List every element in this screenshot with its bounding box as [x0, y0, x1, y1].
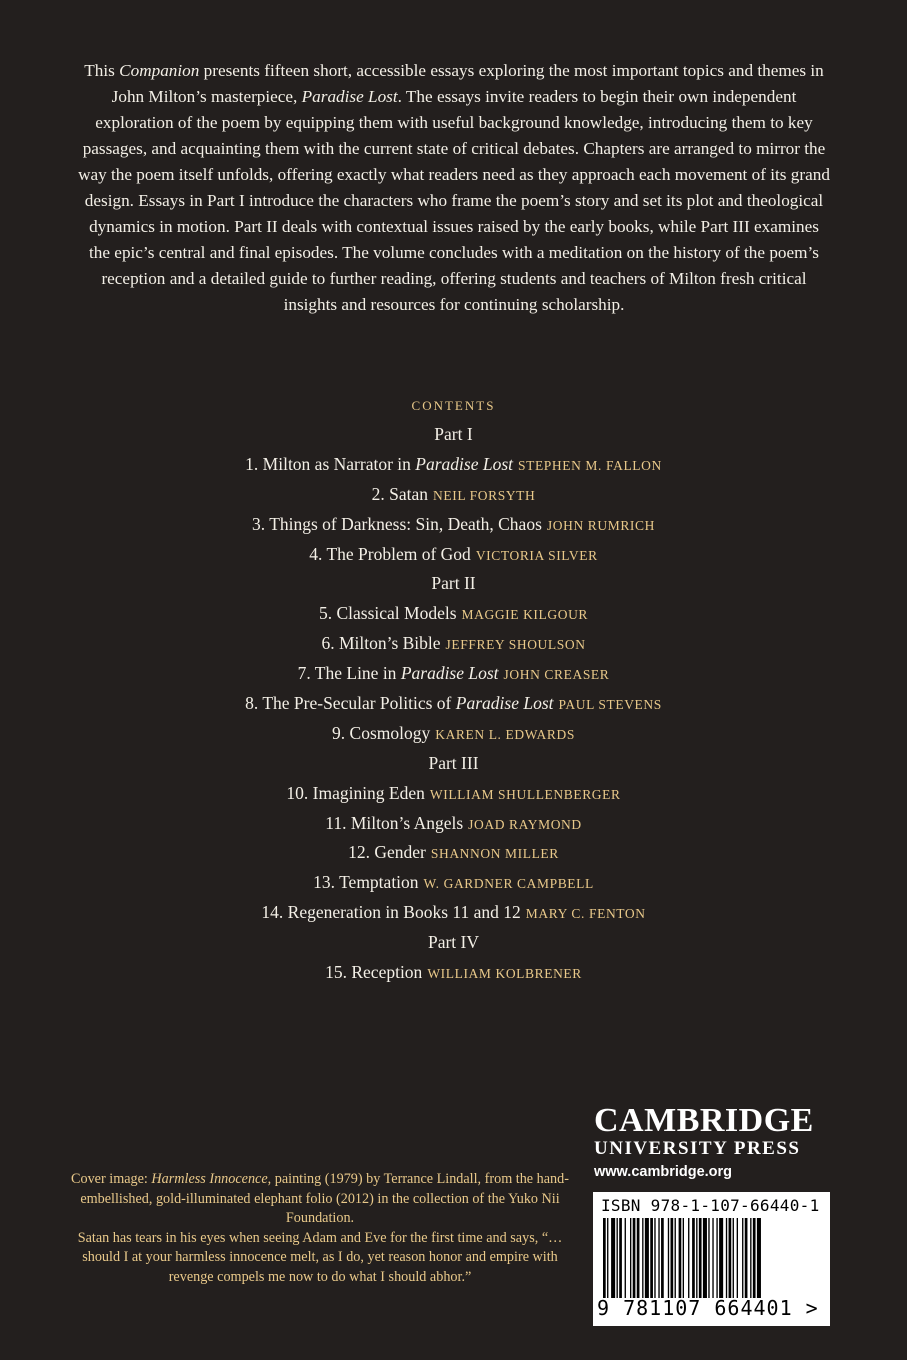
barcode-bar: [650, 1218, 653, 1298]
chapter-author: JOHN CREASER: [503, 667, 610, 683]
chapter-author: PAUL STEVENS: [558, 697, 662, 713]
barcode-bar: [658, 1218, 659, 1298]
barcode-bar: [633, 1218, 636, 1298]
chapter-author: W. GARDNER CAMPBELL: [423, 876, 594, 892]
publisher-subtitle: UNIVERSITY PRESS: [594, 1138, 801, 1159]
blurb-text: This: [84, 61, 120, 80]
barcode-bar: [668, 1218, 669, 1298]
barcode-bar: [661, 1218, 664, 1298]
chapter-entry: 13. Temptation W. GARDNER CAMPBELL: [313, 872, 594, 893]
chapter-entry: 11. Milton’s Angels JOAD RAYMOND: [325, 812, 582, 833]
part-heading: Part IV: [427, 932, 480, 953]
chapter-author: WILLIAM KOLBRENER: [427, 966, 582, 982]
barcode-bar: [745, 1218, 748, 1298]
publisher-url: www.cambridge.org: [594, 1164, 733, 1180]
barcode-bar: [750, 1218, 751, 1298]
blurb-text: . The essays invite readers to begin their own independent exploration of the poem by equipping them with useful background knowledge, introducing them to key passages, and acquainting them with the current state of critical debates. Chapters are arranged to mirror the way the poem itself unfolds, offering exactly what readers need as they approach each movement of its grand design. Essays in Part I introduce the characters who frame the poem’s story and set its plot and theological dynamics in motion. Part II deals with contextual issues raised by the early books, while Part III examines the epic’s central and final episodes. The volume concludes with a meditation on the history of the poem’s reception and a detailed guide to further reading, offering students and teachers of Milton fresh critical insights and resources for continuing scholarship.: [78, 87, 830, 314]
chapter-author: VICTORIA SILVER: [475, 547, 598, 563]
part-heading: Part III: [428, 752, 479, 773]
chapter-entry: 10. Imagining Eden WILLIAM SHULLENBERGER: [286, 782, 621, 803]
barcode-bar: [733, 1218, 734, 1298]
barcode-bar: [753, 1218, 756, 1298]
publisher-name: CAMBRIDGE: [594, 1102, 814, 1139]
barcode-bar: [726, 1218, 727, 1298]
barcode-bar: [671, 1218, 674, 1298]
isbn-label: ISBN 978-1-107-66440-1: [601, 1196, 820, 1215]
barcode-digits: 9 781107 664401 >: [597, 1296, 819, 1320]
barcode-bar: [757, 1218, 761, 1298]
barcode-bar: [625, 1218, 626, 1298]
chapter-entry: 5. Classical Models MAGGIE KILGOUR: [318, 603, 589, 624]
barcode-bar: [683, 1218, 684, 1298]
barcode-bar: [703, 1218, 707, 1298]
barcode-bar: [645, 1218, 649, 1298]
chapter-entry: 7. The Line in Paradise Lost JOHN CREASER: [297, 663, 610, 684]
barcode-bar: [654, 1218, 655, 1298]
barcode-bar: [716, 1218, 717, 1298]
chapter-author: STEPHEN M. FALLON: [518, 457, 662, 473]
barcode-bar: [696, 1218, 697, 1298]
chapter-entry: 4. The Problem of God VICTORIA SILVER: [309, 543, 598, 564]
chapter-entry: 14. Regeneration in Books 11 and 12 MARY C. FENTON: [261, 902, 646, 923]
chapter-author: SHANNON MILLER: [430, 846, 559, 862]
blurb-italic: Paradise Lost: [301, 87, 398, 106]
barcode-bar: [729, 1218, 732, 1298]
barcode-bar: [712, 1218, 713, 1298]
publisher-logo: [594, 1104, 834, 1184]
chapter-entry: 12. Gender SHANNON MILLER: [348, 842, 559, 863]
barcode-bar: [603, 1218, 606, 1298]
barcode-bar: [619, 1218, 622, 1298]
barcode-bar: [688, 1218, 689, 1298]
chapter-entry: 15. Reception WILLIAM KOLBRENER: [325, 962, 582, 983]
blurb-text: presents fifteen short, accessible essays exploring the most important topics and themes in John Milton’s masterpiece,: [111, 61, 824, 106]
chapter-author: JOAD RAYMOND: [468, 816, 582, 832]
chapter-entry: 3. Things of Darkness: Sin, Death, Chaos JOHN RUMRICH: [252, 513, 655, 534]
barcode-bar: [679, 1218, 682, 1298]
back-cover-blurb: [78, 58, 830, 318]
chapter-entry: 8. The Pre-Secular Politics of Paradise Lost PAUL STEVENS: [245, 693, 662, 714]
part-heading: Part I: [434, 424, 473, 444]
barcode-bar: [630, 1218, 631, 1298]
contents-heading: CONTENTS: [411, 398, 496, 413]
chapter-author: NEIL FORSYTH: [433, 487, 536, 503]
chapter-author: WILLIAM SHULLENBERGER: [429, 786, 621, 802]
barcode-bar: [742, 1218, 743, 1298]
barcode-bars: [603, 1218, 817, 1298]
barcode-bar: [675, 1218, 676, 1298]
barcode-bar: [699, 1218, 702, 1298]
part-heading: Part II: [431, 573, 476, 594]
barcode-bar: [692, 1218, 695, 1298]
chapter-author: KAREN L. EDWARDS: [435, 726, 575, 742]
chapter-entry: 6. Milton’s Bible JEFFREY SHOULSON: [321, 633, 586, 654]
chapter-entry: 9. Cosmology KAREN L. EDWARDS: [332, 722, 575, 743]
blurb-italic: Companion: [119, 61, 200, 80]
chapter-entry: 1. Milton as Narrator in Paradise Lost STEPHEN M. FALLON: [245, 453, 662, 474]
barcode-bar: [708, 1218, 709, 1298]
chapter-author: MAGGIE KILGOUR: [461, 607, 589, 623]
chapter-author: MARY C. FENTON: [525, 906, 646, 922]
isbn-barcode: [593, 1192, 830, 1326]
table-of-contents: [0, 420, 907, 988]
barcode-bar: [719, 1218, 723, 1298]
cover-image-credit: Cover image: Harmless Innocence, painting (1979) by Terrance Lindall, from the hand-embellished, gold-illuminated elephant folio (2012) in the collection of the Yuko Nii Foundation. Satan has tears in his eyes when seeing Adam and Eve for the first time and says, “… should I at your harmless innocence melt, as I do, yet reason honor and empire with revenge compels me now to do what I should abhor.”: [71, 1171, 569, 1285]
chapter-author: JEFFREY SHOULSON: [445, 637, 586, 653]
barcode-bar: [607, 1218, 608, 1298]
barcode-bar: [611, 1218, 615, 1298]
chapter-author: JOHN RUMRICH: [546, 517, 655, 533]
barcode-bar: [642, 1218, 643, 1298]
chapter-entry: 2. Satan NEIL FORSYTH: [371, 483, 536, 504]
barcode-bar: [737, 1218, 738, 1298]
barcode-bar: [637, 1218, 640, 1298]
barcode-bar: [617, 1218, 618, 1298]
